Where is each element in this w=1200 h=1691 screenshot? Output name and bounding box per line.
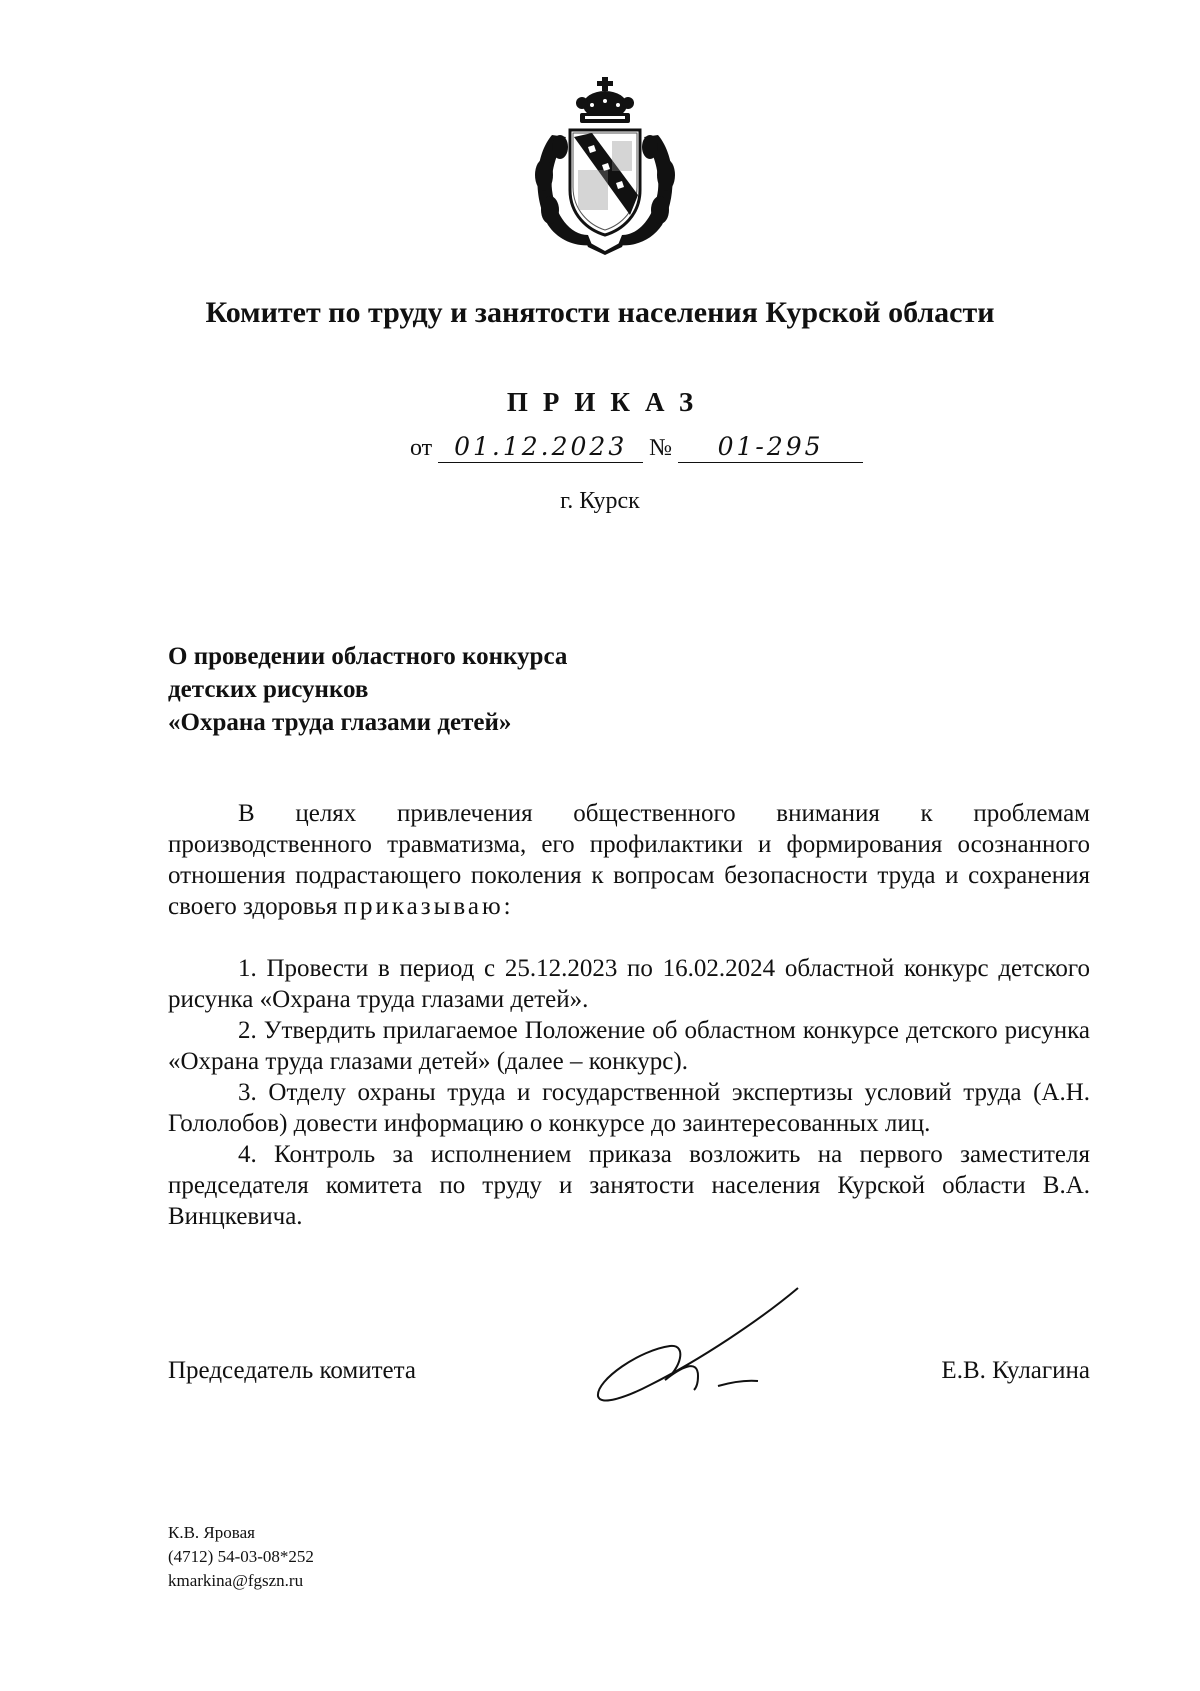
- signatory-name: Е.В. Кулагина: [941, 1357, 1090, 1384]
- order-title: ПРИКАЗ: [506, 387, 709, 417]
- order-item: 3. Отделу охраны труда и государственной экспертизы условий труда (А.Н. Гололобов) довести информацию о конкурсе до заинтересованных лиц.: [168, 1079, 1090, 1137]
- handwritten-order-number: 01-295: [678, 432, 863, 463]
- subject-line: «Охрана труда глазами детей»: [168, 709, 512, 736]
- committee-heading: Комитет по труду и занятости населения Курской области: [205, 296, 995, 329]
- subject-line: О проведении областного конкурса: [168, 643, 568, 670]
- order-body: [168, 798, 1090, 1232]
- preamble-text: В целях привлечения общественного внимания к проблемам производственного травматизма, его профилактики и формирования осознанного отношения подрастающего поколения к вопросам безопасности труда и сохранения своего здоровья: [168, 800, 1090, 920]
- order-date-number-line: [410, 432, 863, 463]
- number-prefix: №: [649, 435, 673, 461]
- executor-email: kmarkina@fgszn.ru: [168, 1571, 304, 1590]
- order-word: приказываю:: [343, 893, 514, 920]
- kursk-coat-of-arms-icon: [530, 75, 680, 255]
- subject-line: детских рисунков: [168, 676, 369, 703]
- preamble-paragraph: [168, 798, 1090, 922]
- handwritten-date: 01.12.2023: [438, 432, 643, 463]
- handwritten-signature-icon: [570, 1280, 830, 1410]
- signatory-title: Председатель комитета: [168, 1357, 416, 1384]
- executor-name: К.В. Яровая: [168, 1523, 255, 1542]
- order-subject: [168, 640, 567, 739]
- order-item: 2. Утвердить прилагаемое Положение об областном конкурсе детского рисунка «Охрана труда глазами детей» (далее – конкурс).: [168, 1017, 1090, 1075]
- order-item: 4. Контроль за исполнением приказа возложить на первого заместителя председателя комитета по труду и занятости населения Курской области В.А. Винцкевича.: [168, 1141, 1090, 1230]
- date-prefix: от: [410, 435, 433, 461]
- executor-contacts: [168, 1521, 314, 1593]
- executor-phone: (4712) 54-03-08*252: [168, 1547, 314, 1566]
- order-item: 1. Провести в период с 25.12.2023 по 16.02.2024 областной конкурс детского рисунка «Охрана труда глазами детей».: [168, 955, 1090, 1013]
- city-label: г. Курск: [560, 488, 640, 514]
